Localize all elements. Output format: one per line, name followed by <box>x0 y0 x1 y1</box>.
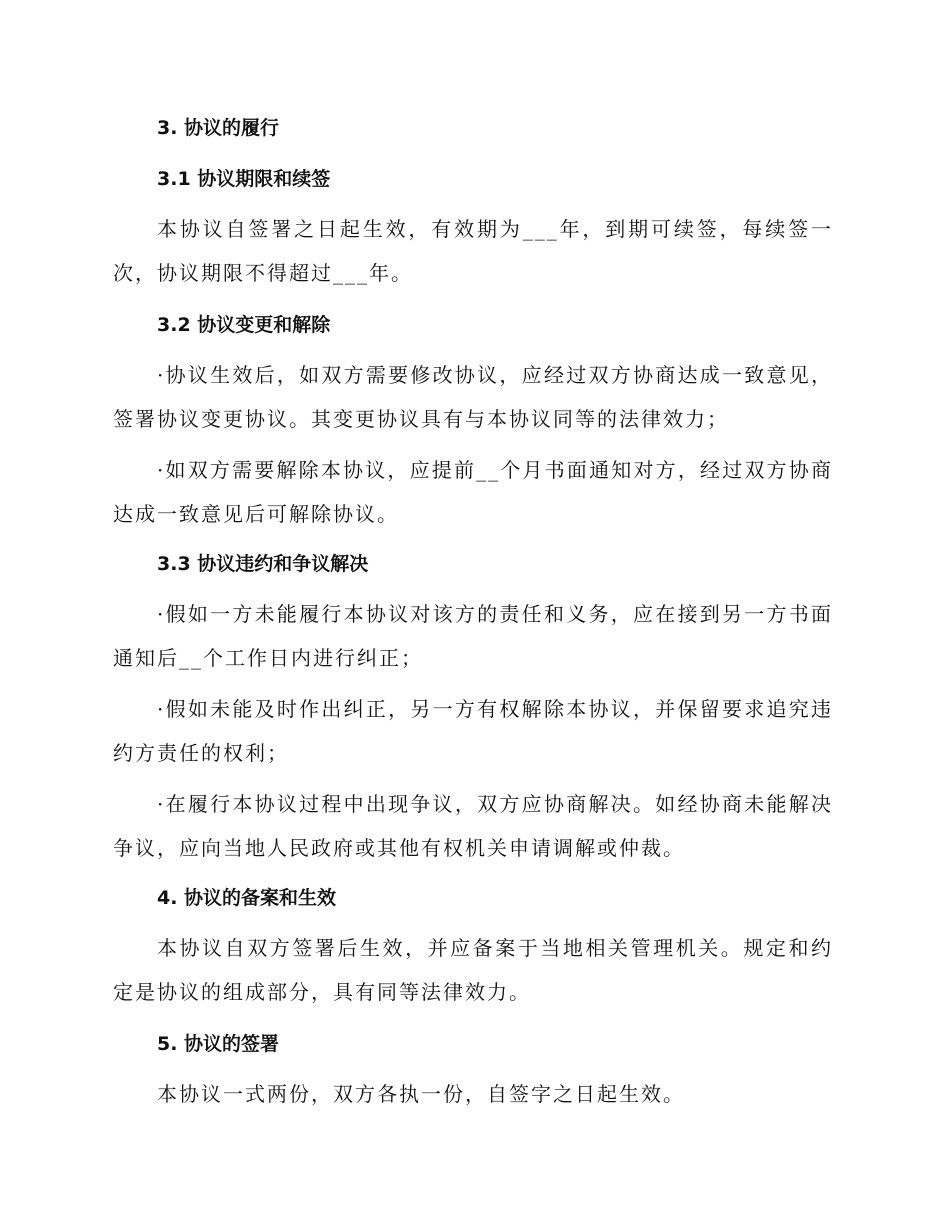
bullet-3-3-3: ·在履行本协议过程中出现争议，双方应协商解决。如经协商未能解决争议，应向当地人民政府或其他有权机关申请调解或仲裁。 <box>113 792 833 860</box>
heading-5: 5. 协议的签署 <box>157 1033 280 1055</box>
heading-3-3: 3.3 协议违约和争议解决 <box>157 553 369 575</box>
heading-3-1: 3.1 协议期限和续签 <box>157 168 331 190</box>
bullet-3-2-2: ·如双方需要解除本协议，应提前__个月书面通知对方，经过双方协商达成一致意见后可解除协议。 <box>113 458 833 526</box>
heading-4: 4. 协议的备案和生效 <box>157 887 337 909</box>
bullet-3-3-2: ·假如未能及时作出纠正，另一方有权解除本协议，并保留要求追究违约方责任的权利； <box>113 697 833 765</box>
bullet-3-2-1: ·协议生效后，如双方需要修改协议，应经过双方协商达成一致意见，签署协议变更协议。其变更协议具有与本协议同等的法律效力； <box>113 363 833 431</box>
paragraph-5: 本协议一式两份，双方各执一份，自签字之日起生效。 <box>157 1082 685 1106</box>
bullet-3-3-1: ·假如一方未能履行本协议对该方的责任和义务，应在接到另一方书面通知后__个工作日内进行纠正； <box>113 602 833 670</box>
heading-3: 3. 协议的履行 <box>157 117 280 139</box>
heading-3-2: 3.2 协议变更和解除 <box>157 314 331 336</box>
paragraph-3-1: 本协议自签署之日起生效，有效期为___年，到期可续签，每续签一次，协议期限不得超过___年。 <box>113 217 833 285</box>
paragraph-4: 本协议自双方签署后生效，并应备案于当地相关管理机关。规定和约定是协议的组成部分，具有同等法律效力。 <box>113 936 833 1004</box>
